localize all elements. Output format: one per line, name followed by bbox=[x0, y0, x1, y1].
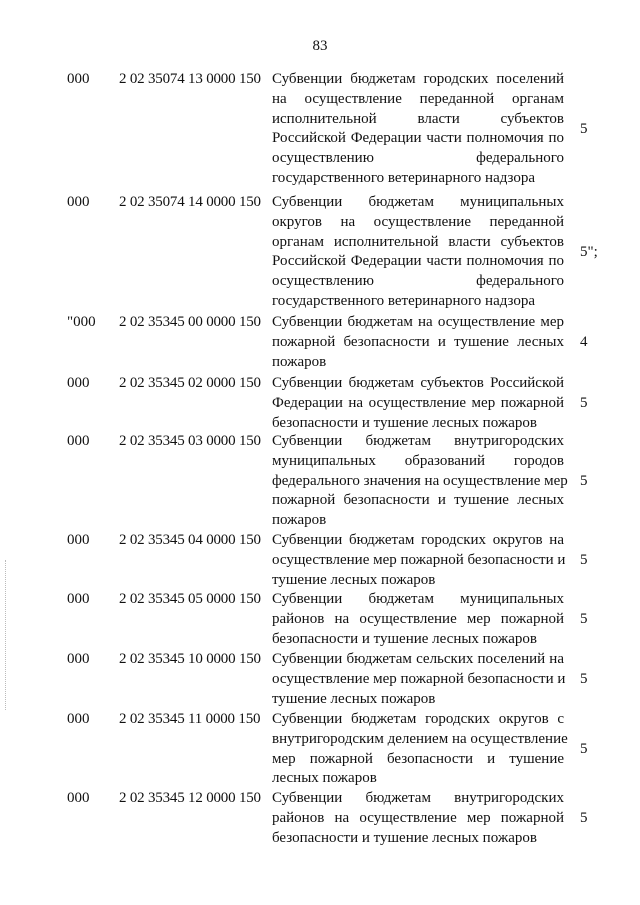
description-line: внутригородским делением на осуществление bbox=[272, 730, 568, 747]
description-line: Субвенции бюджетам субъектов Российской bbox=[272, 375, 564, 391]
budget-classification-code: 2 02 35345 02 0000 150 bbox=[119, 375, 261, 391]
description-line: исполнительной власти субъектов bbox=[272, 110, 564, 127]
description-line: районов на осуществление мер пожарной bbox=[272, 809, 564, 826]
budget-classification-code: 2 02 35345 05 0000 150 bbox=[119, 591, 261, 607]
amount-value: 5"; bbox=[580, 243, 598, 260]
description-line: Субвенции бюджетам сельских поселений на bbox=[272, 651, 564, 667]
admin-code: 000 bbox=[67, 433, 90, 449]
amount-value: 4 bbox=[580, 333, 588, 350]
description-line: мер пожарной безопасности и тушение bbox=[272, 750, 564, 767]
revenue-description bbox=[272, 590, 564, 649]
description-line: Субвенции бюджетам на осуществление мер bbox=[272, 314, 564, 330]
description-line: Субвенции бюджетам городских округов с bbox=[272, 711, 564, 727]
revenue-description bbox=[272, 374, 564, 433]
amount-value: 5 bbox=[580, 809, 588, 826]
revenue-description bbox=[272, 710, 568, 789]
budget-classification-code: 2 02 35345 03 0000 150 bbox=[119, 433, 261, 449]
revenue-description bbox=[272, 650, 564, 709]
description-line: Субвенции бюджетам внутригородских bbox=[272, 790, 564, 806]
description-line: районов на осуществление мер пожарной bbox=[272, 610, 564, 627]
amount-value: 5 bbox=[580, 740, 588, 757]
admin-code: 000 bbox=[67, 532, 90, 548]
budget-classification-code: 2 02 35074 14 0000 150 bbox=[119, 194, 261, 210]
amount-value: 5 bbox=[580, 394, 588, 411]
description-line: тушение лесных пожаров bbox=[272, 571, 436, 588]
description-line: Субвенции бюджетам внутригородских bbox=[272, 433, 564, 449]
admin-code: 000 bbox=[67, 711, 90, 727]
description-line: муниципальных образований городов bbox=[272, 452, 564, 469]
description-line: Субвенции бюджетам городских округов на bbox=[272, 532, 564, 548]
amount-value: 5 bbox=[580, 670, 588, 687]
description-line: органам исполнительной власти субъектов bbox=[272, 233, 564, 250]
description-line: осуществление мер пожарной безопасности и bbox=[272, 670, 566, 687]
description-line: Российской Федерации части полномочия по bbox=[272, 130, 564, 147]
description-line: пожарной безопасности и тушение лесных bbox=[272, 492, 564, 509]
description-line: государственного ветеринарного надзора bbox=[272, 169, 536, 186]
amount-value: 5 bbox=[580, 472, 588, 489]
description-line: Субвенции бюджетам городских поселений bbox=[272, 71, 564, 87]
budget-classification-code: 2 02 35345 11 0000 150 bbox=[119, 711, 261, 727]
description-line: пожаров bbox=[272, 512, 327, 529]
description-line: безопасности и тушение лесных пожаров bbox=[272, 630, 537, 647]
description-line: округов на осуществление переданной bbox=[272, 213, 564, 230]
budget-classification-code: 2 02 35345 12 0000 150 bbox=[119, 790, 261, 806]
revenue-description bbox=[272, 313, 564, 372]
description-line: пожарной безопасности и тушение лесных bbox=[272, 333, 564, 350]
page-number: 83 bbox=[312, 38, 328, 54]
description-line: Субвенции бюджетам муниципальных bbox=[272, 194, 564, 210]
budget-classification-code: 2 02 35345 04 0000 150 bbox=[119, 532, 261, 548]
admin-code: "000 bbox=[67, 314, 96, 330]
revenue-description bbox=[272, 193, 564, 312]
description-line: осуществление мер пожарной безопасности и bbox=[272, 551, 566, 568]
revenue-description bbox=[272, 70, 564, 189]
admin-code: 000 bbox=[67, 194, 90, 210]
revenue-description bbox=[272, 531, 564, 590]
description-line: Российской Федерации части полномочия по bbox=[272, 253, 564, 270]
budget-classification-code: 2 02 35345 00 0000 150 bbox=[119, 314, 261, 330]
admin-code: 000 bbox=[67, 651, 90, 667]
budget-classification-code: 2 02 35345 10 0000 150 bbox=[119, 651, 261, 667]
description-line: Федерации на осуществление мер пожарной bbox=[272, 394, 564, 411]
margin-dotted-line bbox=[5, 560, 7, 710]
description-line: осуществлению федерального bbox=[272, 273, 564, 290]
description-line: федерального значения на осуществление мер bbox=[272, 472, 568, 489]
amount-value: 5 bbox=[580, 610, 588, 627]
revenue-description bbox=[272, 789, 564, 848]
description-line: пожаров bbox=[272, 353, 327, 370]
description-line: Субвенции бюджетам муниципальных bbox=[272, 591, 564, 607]
amount-value: 5 bbox=[580, 551, 588, 568]
description-line: на осуществление переданной органам bbox=[272, 90, 564, 107]
admin-code: 000 bbox=[67, 375, 90, 391]
revenue-description bbox=[272, 432, 568, 531]
description-line: государственного ветеринарного надзора bbox=[272, 292, 536, 309]
description-line: безопасности и тушение лесных пожаров bbox=[272, 829, 537, 846]
admin-code: 000 bbox=[67, 790, 90, 806]
budget-classification-code: 2 02 35074 13 0000 150 bbox=[119, 71, 261, 87]
description-line: лесных пожаров bbox=[272, 770, 377, 787]
admin-code: 000 bbox=[67, 591, 90, 607]
admin-code: 000 bbox=[67, 71, 90, 87]
description-line: безопасности и тушение лесных пожаров bbox=[272, 414, 537, 431]
description-line: тушение лесных пожаров bbox=[272, 690, 436, 707]
amount-value: 5 bbox=[580, 120, 588, 137]
description-line: осуществлению федерального bbox=[272, 150, 564, 167]
